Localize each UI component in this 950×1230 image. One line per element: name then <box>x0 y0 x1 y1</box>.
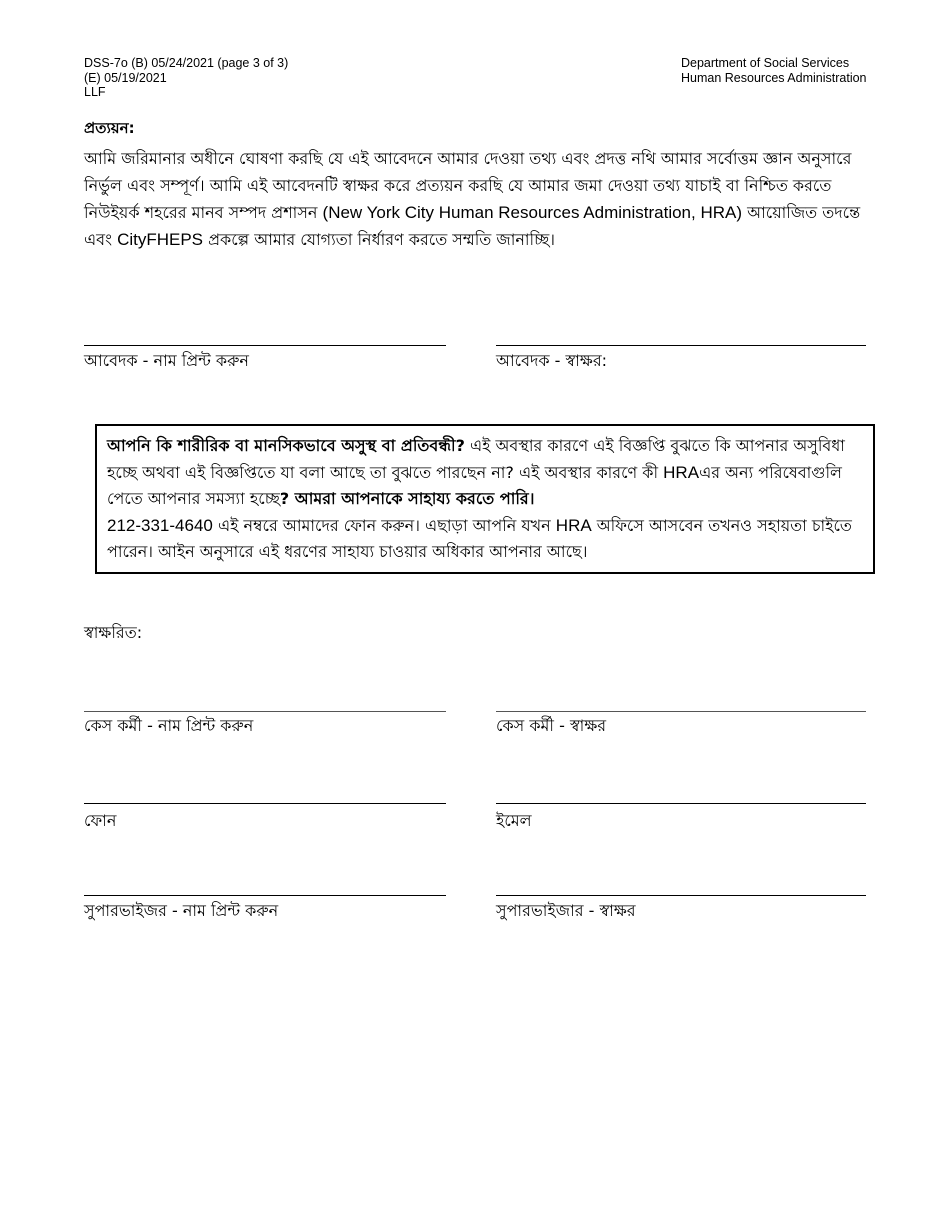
form-id: DSS-7o (B) 05/24/2021 (page 3 of 3) <box>84 56 289 70</box>
case-worker-name-label: কেস কর্মী - নাম প্রিন্ট করুন <box>84 716 254 735</box>
certification-title: প্রত্যয়ন: <box>84 119 135 137</box>
notice-help: ? আমরা আপনাকে সাহায্য করতে পারি। <box>279 489 535 508</box>
certification-text-part2: আয়োজিত তদন্তে এবং <box>84 203 861 249</box>
notice-text1: এই অবস্থার কারণে এই বিজ্ঞপ্তি বুঝতে কি আপনার অসুবিধা হচ্ছে অথবা এই বিজ্ঞপ্তিতে যা বলা আছে তা বুঝতে পারছেন না? এই অবস্থার কারণে কী <box>107 436 845 482</box>
disability-notice-box <box>95 424 875 574</box>
notice-hra2: HRA <box>555 515 592 535</box>
certification-text-en2: CityFHEPS <box>117 230 204 249</box>
case-worker-name-field[interactable] <box>84 711 446 712</box>
notice-phone: 212-331-4640 <box>107 515 213 535</box>
notice-text4: অফিসে আসবেন তখনও সহায়তা চাইতে পারেন। আইন অনুসারে এই ধরণের সাহায্য চাওয়ার অধিকার আপনার আছে। <box>107 515 852 561</box>
form-id-block <box>84 56 288 100</box>
notice-hra1: HRA <box>663 462 700 482</box>
supervisor-signature-field[interactable] <box>496 895 866 896</box>
supervisor-name-label: সুপারভাইজর - নাম প্রিন্ট করুন <box>84 901 279 920</box>
applicant-signature-field[interactable] <box>496 345 866 346</box>
notice-text3: এই নম্বরে আমাদের ফোন করুন। এছাড়া আপনি যখন <box>212 515 556 535</box>
agency-block <box>681 56 867 85</box>
supervisor-name-field[interactable] <box>84 895 446 896</box>
applicant-name-label: আবেদক - নাম প্রিন্ট করুন <box>84 351 249 370</box>
agency-division: Human Resources Administration <box>681 70 867 85</box>
signed-title: স্বাক্ষরিত: <box>84 623 143 642</box>
notice-text2: এর অন্য পরিষেবাগুলি পেতে আপনার সমস্যা হচ্ছে <box>107 462 842 508</box>
email-field[interactable] <box>496 803 866 804</box>
phone-field[interactable] <box>84 803 446 804</box>
case-worker-signature-label: কেস কর্মী - স্বাক্ষর <box>496 716 607 735</box>
certification-text-part1: আমি জরিমানার অধীনে ঘোষণা করছি যে এই আবেদনে আমার দেওয়া তথ্য এবং প্রদত্ত নথি আমার সর্বোত্তম জ্ঞান অনুসারে নির্ভুল এবং সম্পূর্ণ। আমি এই আবেদনটি স্বাক্ষর করে প্রত্যয়ন করছি যে আমার জমা দেওয়া তথ্য যাচাই বা নিশ্চিত করতে নিউইয়র্ক শহরের মানব সম্পদ প্রশাসন <box>84 149 852 222</box>
applicant-name-field[interactable] <box>84 345 446 346</box>
supervisor-signature-label: সুপারভাইজার - স্বাক্ষর <box>496 901 636 920</box>
certification-text-part3: প্রকল্পে আমার যোগ্যতা নির্ধারণ করতে সম্মতি জানাচ্ছি। <box>203 230 555 249</box>
applicant-signature-label: আবেদক - স্বাক্ষর: <box>496 351 608 370</box>
certification-text-en1: (New York City Human Resources Administration, HRA) <box>322 203 743 222</box>
phone-label: ফোন <box>84 811 117 830</box>
certification-text <box>84 145 874 253</box>
form-english-date: (E) 05/19/2021 <box>84 70 167 85</box>
agency-name: Department of Social Services <box>681 56 850 70</box>
notice-question: আপনি কি শারীরিক বা মানসিকভাবে অসুস্থ বা প্রতিবন্ধী? <box>107 436 465 455</box>
email-label: ইমেল <box>496 811 532 830</box>
case-worker-signature-field[interactable] <box>496 711 866 712</box>
form-code: LLF <box>84 85 106 99</box>
